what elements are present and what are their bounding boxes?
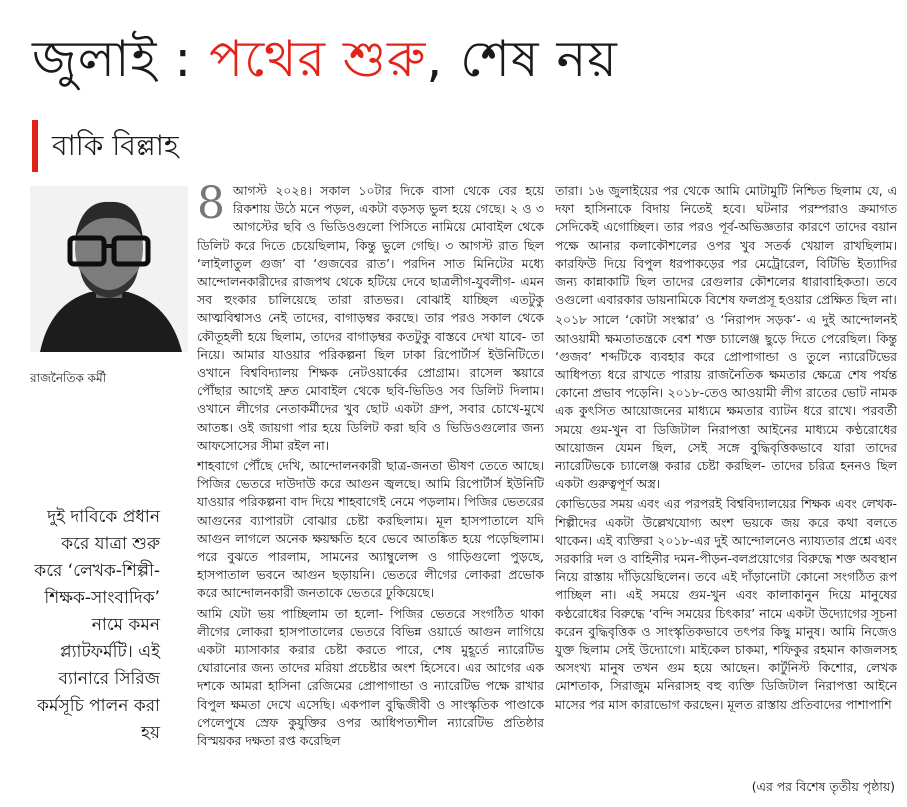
article-paragraph: কোভিডের সময় এবং এর পরপরই বিশ্ববিদ্যালয়ের শিক্ষক এবং লেখক-শিল্পীদের একটা উল্লেখযোগ্য অংশ ভয়কে জয় করে কথা বলতে থাকেন। এই ব্যক্তিরা ২০১৮-এর দুই আন্দোলনেও ন্যায্যতার প্রশ্নে এবং সরকারি দল ও বাহিনীর দমন-পীড়ন-বলপ্রয়োগের বিরুদ্ধে শক্ত অবস্থান নিয়ে রাস্তায় দাঁড়িয়েছিলেন। তবে এই দাঁড়ানোটা কোনো সংগঠিত রূপ পাচ্ছিল না। এই সময়ে গুম-খুন এবং কালাকানুন দিয়ে মানুষের কণ্ঠরোধের বিরুদ্ধে ‘বন্দি সময়ের চিৎকার’ নামে একটা উদ্যোগের সূচনা করেন বুদ্ধিবৃত্তিক ও সাংস্কৃতিকভাবে তৎপর কিছু মানুষ। আমি নিজেও যুক্ত ছিলাম সেই উদ্যোগে। মাইকেল চাকমা, শফিকুর রহমান কাজলসহ অসংখ্য মানুষ তখন গুম হয়ে আছেন। কার্টুনিস্ট কিশোর, লেখক মোশতাক, সিরাজুম মনিরাসহ বহু ব্যক্তি ডিজিটাল নিরাপত্তা আইনে মাসের পর মাস কারাভোগ করছেন। মূলত রাস্তায় প্রতিবাদের পাশাপাশি — [555, 496, 897, 712]
author-portrait-graphic — [30, 186, 188, 352]
headline-part-1: জুলাই : — [32, 30, 210, 88]
headline-part-2: পথের শুরু — [209, 30, 427, 88]
photo-caption: রাজনৈতিক কর্মী — [30, 371, 107, 385]
dropcap: 8 — [197, 182, 225, 229]
article-paragraph: আমি যেটা ভয় পাচ্ছিলাম তা হলো- পিজির ভেতরে সংগঠিত থাকা লীগের লোকরা হাসপাতালের ভেতরে বিভিন্ন ওয়ার্ডে আগুন লাগিয়ে একটা ম্যাসাকার করার চেষ্টা করতে পারে, শেষ মুহূর্তে ন্যারেটিভ ঘোরানোর জন্য তাদের মরিয়া প্রচেষ্টার অংশ হিসেবে। এর আগের এক দশকে আমরা হাসিনা রেজিমের প্রোপাগান্ডা ও ন্যারেটিভ পক্ষে রাখার বিপুল ক্ষমতা দেখে এসেছি। একপাল বুদ্ধিজীবী ও সাংস্কৃতিক পাণ্ডাকে পেলেপুষে স্রেফ কুযুক্তির ওপর আধিপত্যশীল ন্যারেটিভ প্রতিষ্ঠার বিস্ময়কর দক্ষতা রপ্ত করেছিল — [197, 605, 544, 749]
article-column-2 — [555, 182, 897, 797]
article-paragraph: শাহবাগে পৌঁছে দেখি, আন্দোলনকারী ছাত্র-জনতা ভীষণ তেতে আছে। পিজির ভেতরে দাউদাউ করে আগুন জ্বলছে। আমি রিপোর্টার্স ইউনিটি যাওয়ার পরিকল্পনা বাদ দিয়ে শাহবাগেই নেমে পড়লাম। পিজির ভেতরের আগুনের ব্যাপারটা বোঝার চেষ্টা করছিলাম। মূল হাসপাতালে যদি আগুন লাগলে অনেক ক্ষয়ক্ষতি হবে ভেবে আতঙ্কিত হয়ে পড়েছিলাম। পরে বুঝতে পারলাম, সামনের অ্যাম্বুলেন্স ও গাড়িগুলো পুড়ছে, হাসপাতাল ভবনে আগুন ছড়ায়নি। ভেতরে লীগের লোকরা প্রভোক করে আন্দোলনকারী জনতাকে ভেতরে ঢুকিয়েছে। — [197, 458, 544, 601]
headline — [32, 18, 892, 100]
article-column-1 — [197, 182, 544, 797]
byline: বাকি বিল্লাহ — [32, 120, 179, 172]
article-paragraph: তারা। ১৬ জুলাইয়ের পর থেকে আমি মোটামুটি নিশ্চিত ছিলাম যে, এ দফা হাসিনাকে বিদায় নিতেই হবে। ঘটনার পরম্পরাও ক্রমাগত সেদিকেই এগোচ্ছিল। তার পরও পূর্ব-অভিজ্ঞতার কারণে তাদের বয়ান পক্ষে আনার কলাকৌশলের ওপর খুব সতর্ক খেয়াল রাখছিলাম। কারফিউ দিয়ে বিপুল ধরপাকড়ের পর মেট্রোরেল, বিটিভি ইত্যাদির জন্য কান্নাকাটি ছিল তাদের রেগুলার কৌশলের ধারাবাহিকতা। তবে ওগুলো এবারকার ডায়নামিকে বিশেষ ফলপ্রসূ হওয়ার প্রেক্ষিত ছিল না। — [555, 183, 897, 308]
author-photo — [30, 186, 188, 352]
article-paragraph: আগস্ট ২০২৪। সকাল ১০টার দিকে বাসা থেকে বের হয়ে রিকশায় উঠে মনে পড়ল, একটা বড়সড় ভুল হয়ে গেছে। ২ ও ৩ আগস্টের ছবি ও ভিডিওগুলো পিসিতে নামিয়ে মোবাইল থেকে ডিলিট করে দিতে চেয়েছিলাম, কিন্তু ভুলে গেছি। ৩ আগস্ট রাত ছিল ‘লাইলাতুল গুজ’ বা ‘গুজবের রাত’। পরদিন সাত মিনিটের মধ্যে আন্দোলনকারীদের রাজপথ থেকে হটিয়ে দেবে ছাত্রলীগ-যুবলীগ- এমন সব হুংকার চালিয়েছে তারা রাতভর। বোঝাই যাচ্ছিল এতটুকু আত্মবিশ্বাসও নেই তাদের, বাগাড়ম্বর করছে। তার পরও সকাল থেকে কৌতূহলী হয়ে ছিলাম, তাদের বাগাড়ম্বর কতটুকু বাস্তবে দেখা যাবে- তা নিয়ে। আমার যাওয়ার পরিকল্পনা ছিল ঢাকা রিপোর্টার্স ইউনিটিতে। ওখানে বিশ্ববিদ্যালয় শিক্ষক নেটওয়ার্কের প্রোগ্রাম। রাসেল স্কয়ারে পৌঁছার আগেই দ্রুত মোবাইল থেকে ছবি-ভিডিও সব ডিলিট দিলাম। ওখানে লীগের নেতাকর্মীদের খুব ছোট একটা গ্রুপ, সবার চোখে-মুখে আতঙ্ক। ওই জায়গা পার হয়ে ডিলিট করা ছবি ও ভিডিওগুলোর জন্য আফসোসের সীমা রইল না। — [197, 183, 544, 453]
headline-part-3: , শেষ নয় — [426, 30, 618, 88]
continuation-note: (এর পর বিশেষ তৃতীয় পৃষ্ঠায়) — [748, 779, 895, 799]
article-paragraph: ২০১৮ সালে ‘কোটা সংস্কার’ ও ‘নিরাপদ সড়ক’- এ দুই আন্দোলনই আওয়ামী ক্ষমতাতন্ত্রকে বেশ শক্ত চ্যালেঞ্জ ছুড়ে দিতে পেরেছিল। কিন্তু ‘গুজব’ শব্দটিকে ব্যবহার করে প্রোপাগান্ডা ও তুলে ন্যারেটিভের আধিপত্য ধরে রাখতে পারায় রাজনৈতিক ক্ষমতার ক্ষেত্রে শেষ পর্যন্ত কোনো প্রভাব পড়েনি। ২০১৮-তেও আওয়ামী লীগ রাতের ভোট নামক এক কুৎসিত আয়োজনের মাধ্যমে ক্ষমতার ব্যাটন ধরে রাখে। পরবর্তী সময়ে গুম-খুন বা ডিজিটাল নিরাপত্তা আইনের মাধ্যমে কণ্ঠরোধের আয়োজন যেমন ছিল, সেই সঙ্গে বুদ্ধিবৃত্তিকভাবে যারা তাদের ন্যারেটিভকে চ্যালেঞ্জ করার চেষ্টা করছিল- তাদের চরিত্র হননও ছিল একটা গুরুত্বপূর্ণ অস্ত্র। — [555, 312, 897, 492]
pullquote: দুই দাবিকে প্রধান করে যাত্রা শুরু করে ‘লেখক-শিল্পী-শিক্ষক-সাংবাদিক’ নামে কমন প্ল্যাটফর্মটি। এই ব্যানারে সিরিজ কর্মসূচি পালন করা হয় — [34, 507, 160, 743]
